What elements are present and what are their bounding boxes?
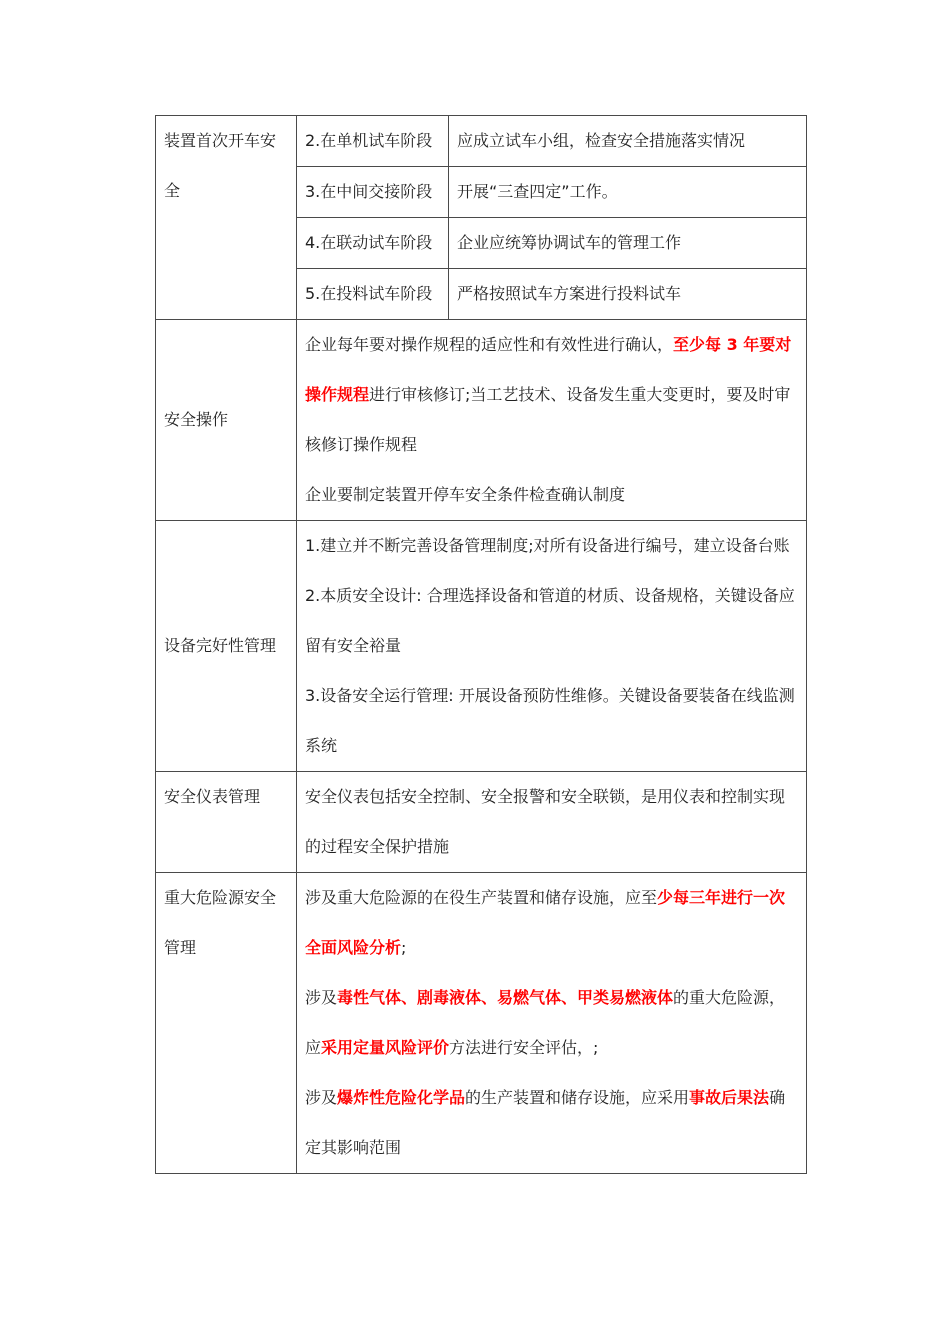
content-cell: 严格按照试车方案进行投料试车 [449,269,807,320]
stage-cell: 3.在中间交接阶段 [297,167,449,218]
text-run: 的重大危险源，应 [305,988,786,1057]
stage-cell: 2.在单机试车阶段 [297,116,449,167]
highlight-text: 爆炸性危险化学品 [337,1088,466,1107]
table-row [156,521,807,772]
safety-management-table [155,115,807,1174]
content-cell [297,873,807,1174]
text-run: 确定其影响范围 [305,1088,786,1157]
content-cell: 安全仪表包括安全控制、安全报警和安全联锁，是用仪表和控制实现的过程安全保护措施 [297,772,807,873]
highlight-text: 毒性气体、剧毒液体、易燃气体、甲类易燃液体 [337,988,674,1007]
text-run: 企业每年要对操作规程的适应性和有效性进行确认， [305,335,674,354]
content-cell [297,521,807,772]
highlight-text: 采用定量风险评价 [321,1038,450,1057]
content-cell: 企业应统筹协调试车的管理工作 [449,218,807,269]
highlight-text: 事故后果法 [689,1088,770,1107]
text-run: 的生产装置和储存设施，应采用 [465,1088,690,1107]
stage-cell: 4.在联动试车阶段 [297,218,449,269]
text-run: 涉及 [305,988,338,1007]
content-cell: 应成立试车小组，检查安全措施落实情况 [449,116,807,167]
category-cell [156,116,297,320]
paragraph [305,973,798,1073]
highlight-text: 少每三年进行一次全面风险分析 [305,888,786,957]
category-equipment: 设备完好性管理 [156,521,297,772]
category-startup: 装置首次开车安全 [164,131,277,200]
table-row [156,873,807,1174]
paragraph: 企业要制定装置开停车安全条件检查确认制度 [305,485,626,504]
text-run: 方法进行安全评估，; [449,1038,599,1057]
highlight-text: 至少每 3 年要对操作规程 [305,335,792,404]
table-row [156,772,807,873]
text-run: 涉及重大危险源的在役生产装置和储存设施，应至 [305,888,658,907]
text-run: ; [401,938,407,957]
category-hazard: 重大危险源安全管理 [156,873,297,1174]
list-item: 3.设备安全运行管理: 开展设备预防性维修。关键设备要装备在线监测系统 [305,686,795,755]
paragraph [305,1073,798,1173]
list-item: 2.本质安全设计: 合理选择设备和管道的材质、设备规格，关键设备应留有安全裕量 [305,586,795,655]
category-instrument: 安全仪表管理 [156,772,297,873]
paragraph [305,873,798,973]
category-safe-operation: 安全操作 [156,320,297,521]
content-cell [297,320,807,521]
table-row [156,116,807,167]
text-run: 进行审核修订;当工艺技术、设备发生重大变更时，要及时审核修订操作规程 [305,385,791,454]
text-run: 涉及 [305,1088,338,1107]
list-item: 1.建立并不断完善设备管理制度;对所有设备进行编号，建立设备台账 [305,536,790,555]
content-cell: 开展“三查四定”工作。 [449,167,807,218]
paragraph [305,320,798,470]
table-row [156,320,807,521]
stage-cell: 5.在投料试车阶段 [297,269,449,320]
